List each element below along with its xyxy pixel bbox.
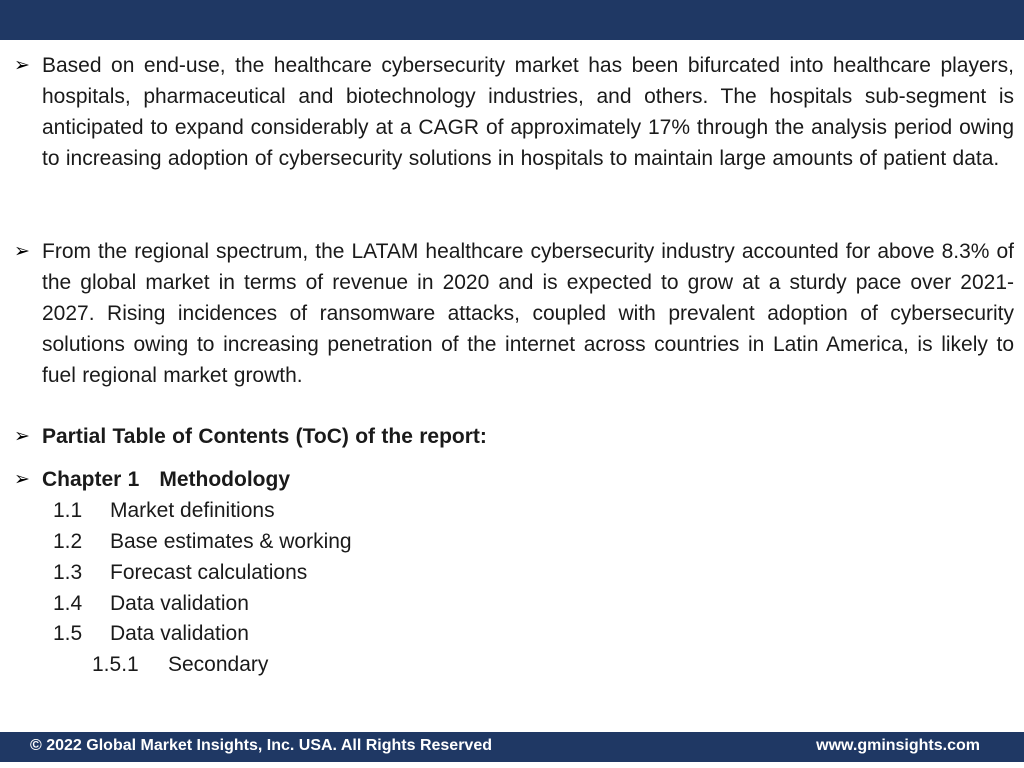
- toc-item-number: 1.2: [53, 530, 83, 553]
- toc-item-label: Forecast calculations: [110, 561, 308, 584]
- toc-item-label: Base estimates & working: [110, 530, 352, 553]
- arrow-bullet-icon: ➢: [14, 426, 30, 447]
- bullet-toc-heading: [14, 421, 1014, 452]
- chapter-title: Methodology: [159, 468, 291, 491]
- toc-item-number: 1.3: [53, 561, 83, 584]
- toc-item-label: Market definitions: [110, 499, 275, 522]
- chapter-heading: [42, 464, 1014, 495]
- footer-copyright: © 2022 Global Market Insights, Inc. USA. All Rights Reserved: [30, 737, 492, 754]
- toc-subitem: [92, 649, 268, 680]
- arrow-bullet-icon: ➢: [14, 241, 30, 262]
- toc-item: [53, 618, 249, 649]
- toc-heading: Partial Table of Contents (ToC) of the report:: [42, 425, 487, 448]
- bullet-paragraph-regional: [14, 236, 1014, 391]
- paragraph-regional: From the regional spectrum, the LATAM healthcare cybersecurity industry accounted for above 8.3% of the global market in terms of revenue in 2020 and is expected to grow at a sturdy pace over 2021-2027. Rising incidences of ransomware attacks, coupled with prevalent adoption of cybersecurity solutions owing to increasing penetration of the internet across countries in Latin America, is likely to fuel regional market growth.: [42, 240, 1014, 387]
- footer-bar: [0, 732, 1024, 762]
- footer-website-link[interactable]: www.gminsights.com: [816, 737, 980, 754]
- chapter-label: Chapter 1: [42, 468, 140, 491]
- toc-subitem-label: Secondary: [168, 653, 269, 676]
- arrow-bullet-icon: ➢: [14, 55, 30, 76]
- arrow-bullet-icon: ➢: [14, 469, 30, 490]
- header-bar: [0, 0, 1024, 40]
- paragraph-end-use: Based on end-use, the healthcare cybersecurity market has been bifurcated into healthcare players, hospitals, pharmaceutical and biotechnology industries, and others. The hospitals sub-segment is anticipated to expand considerably at a CAGR of approximately 17% through the analysis period owing to increasing adoption of cybersecurity solutions in hospitals to maintain large amounts of patient data.: [42, 54, 1014, 170]
- toc-item-label: Data validation: [110, 592, 249, 615]
- bullet-paragraph-end-use: [14, 50, 1014, 174]
- toc-item-label: Data validation: [110, 622, 249, 645]
- toc-item-number: 1.5: [53, 622, 83, 645]
- toc-item: [53, 557, 307, 588]
- toc-item-number: 1.4: [53, 592, 83, 615]
- toc-item: [53, 588, 249, 619]
- toc-subitem-number: 1.5.1: [92, 653, 139, 676]
- toc-item-number: 1.1: [53, 499, 83, 522]
- bullet-chapter-1: [14, 464, 1014, 495]
- toc-item: [53, 526, 352, 557]
- toc-item: [53, 495, 275, 526]
